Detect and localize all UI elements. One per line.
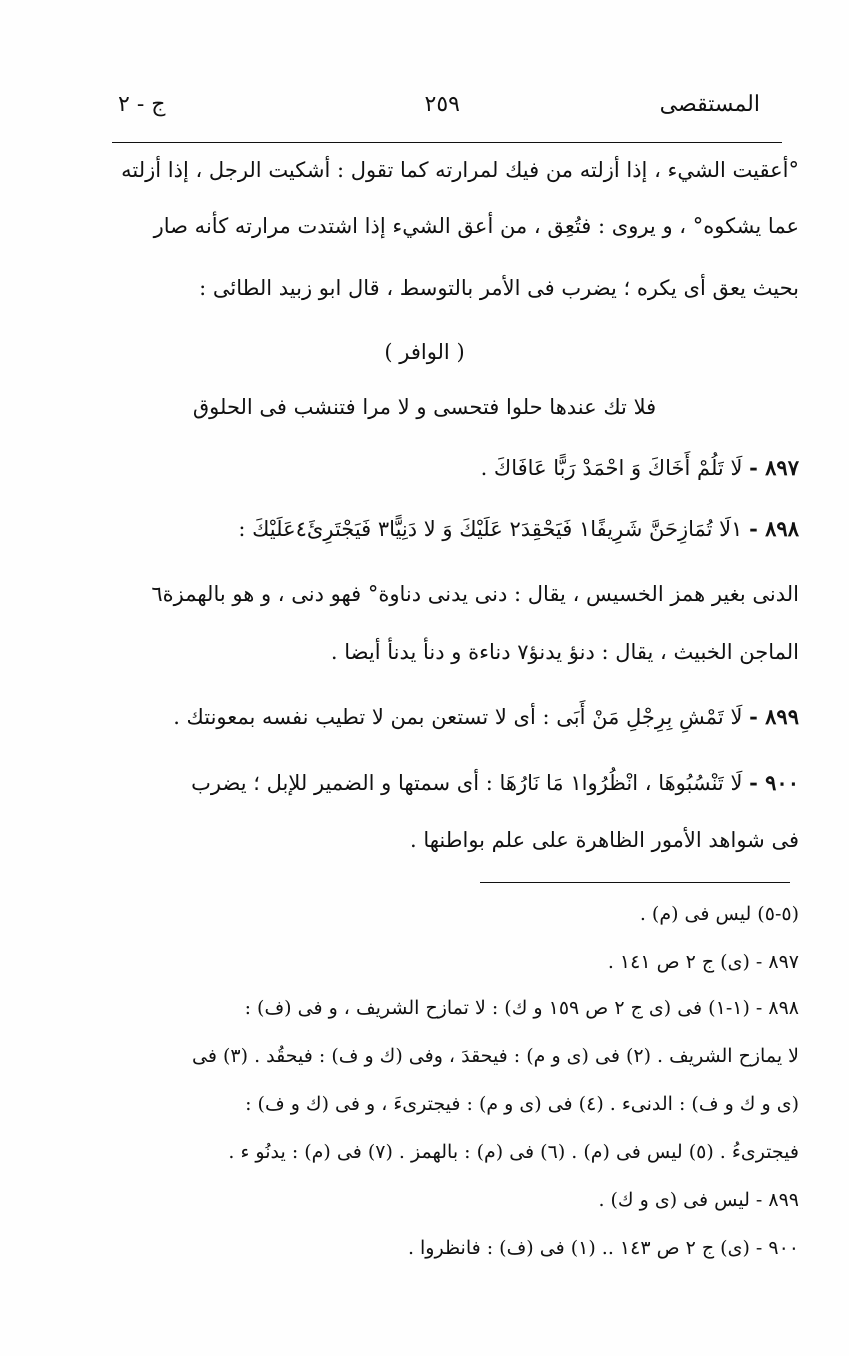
proverb-text: ١لَا تُمَازِحَنَّ شَرِيفًا١ فَيَحْقِدَ٢ عَلَيْكَ وَ لا دَنِيًّا٣ فَيَجْتَرِئَ٤عَلَيْكَ : (238, 517, 743, 541)
proverb-number: ٨٩٨ - (749, 516, 799, 541)
proverb-text: لَا تَمْشِ بِرِجْلِ مَنْ أَبَى : أى لا تستعن بمن لا تطيب نفسه بمعونتك . (173, 705, 743, 729)
body-line: °أعقيت الشيء ، إذا أزلته من فيك لمرارته كما تقول : أشكيت الرجل ، إذا أزلته (121, 158, 799, 182)
body-line: عما يشكوه° ، و يروى : فتُعِق ، من أعق الشيء إذا اشتدت مرارته كأنه صار (153, 214, 799, 238)
footnote-line: ٩٠٠ - (ى) ج ٢ ص ١٤٣ .. (١) فى (ف) : فانظروا . (407, 1237, 799, 1259)
proverb-number: ٨٩٧ - (749, 455, 799, 480)
page-header (112, 88, 760, 132)
proverb-text: لَا تَلُمْ أَخَاكَ وَ احْمَدْ رَبًّا عَافَاكَ . (480, 456, 743, 480)
verse-line: فلا تك عندها حلوا فتحسى و لا مرا فتنشب فى الحلوق (192, 395, 657, 419)
footnote-line: ٨٩٨ - (١-١) فى (ى ج ٢ ص ١٥٩ و ك) : لا تمازح الشريف ، و فى (ف) : (244, 997, 799, 1019)
proverb-entry (191, 770, 799, 796)
footnote-line: (٥-٥) ليس فى (م) . (639, 903, 799, 925)
footnote-line: لا يمازح الشريف . (٢) فى (ى و م) : فيحقدَ ، وفى (ك و ف) : فيحقُد . (٣) فى (192, 1045, 799, 1067)
footnote-rule (480, 882, 790, 883)
proverb-number: ٨٩٩ - (749, 704, 799, 729)
proverb-entry (481, 455, 799, 481)
meter-label: ( الوافر ) (384, 340, 465, 364)
footnote-line: ٨٩٩ - ليس فى (ى و ك) . (598, 1189, 799, 1211)
footnote-line: (ى و ك و ف) : الدنىء . (٤) فى (ى و م) : فيجترىءَ ، و فى (ك و ف) : (245, 1093, 799, 1115)
body-line: الماجن الخبيث ، يقال : دنؤ يدنؤ٧ دناءة و دنأ يدنأ أيضا . (330, 640, 799, 664)
proverb-entry (238, 516, 799, 542)
proverb-text: لَا تَنْسُبُوهَا ، انْظُرُوا١ مَا نَارُهَا : أى سمتها و الضمير للإبل ؛ يضرب (191, 771, 743, 795)
proverb-number: ٩٠٠ - (749, 770, 799, 795)
body-line: بحيث يعق أى يكره ؛ يضرب فى الأمر بالتوسط ، قال ابو زبيد الطائى : (199, 276, 799, 300)
body-line: الدنى بغير همز الخسيس ، يقال : دنى يدنى دناوة° فهو دنى ، و هو بالهمزة٦ (151, 582, 799, 606)
running-title: المستقصى (659, 92, 760, 117)
page-number: ٢٥٩ (424, 92, 460, 117)
header-rule (112, 142, 782, 143)
volume-label: ج - ٢ (118, 92, 166, 117)
footnote-line: فيجترىءُ . (٥) ليس فى (م) . (٦) فى (م) : بالهمز . (٧) فى (م) : يدنُو ء . (228, 1141, 799, 1163)
body-line: فى شواهد الأمور الظاهرة على علم بواطنها . (410, 828, 799, 852)
footnote-line: ٨٩٧ - (ى) ج ٢ ص ١٤١ . (607, 951, 799, 973)
proverb-entry (173, 704, 799, 730)
